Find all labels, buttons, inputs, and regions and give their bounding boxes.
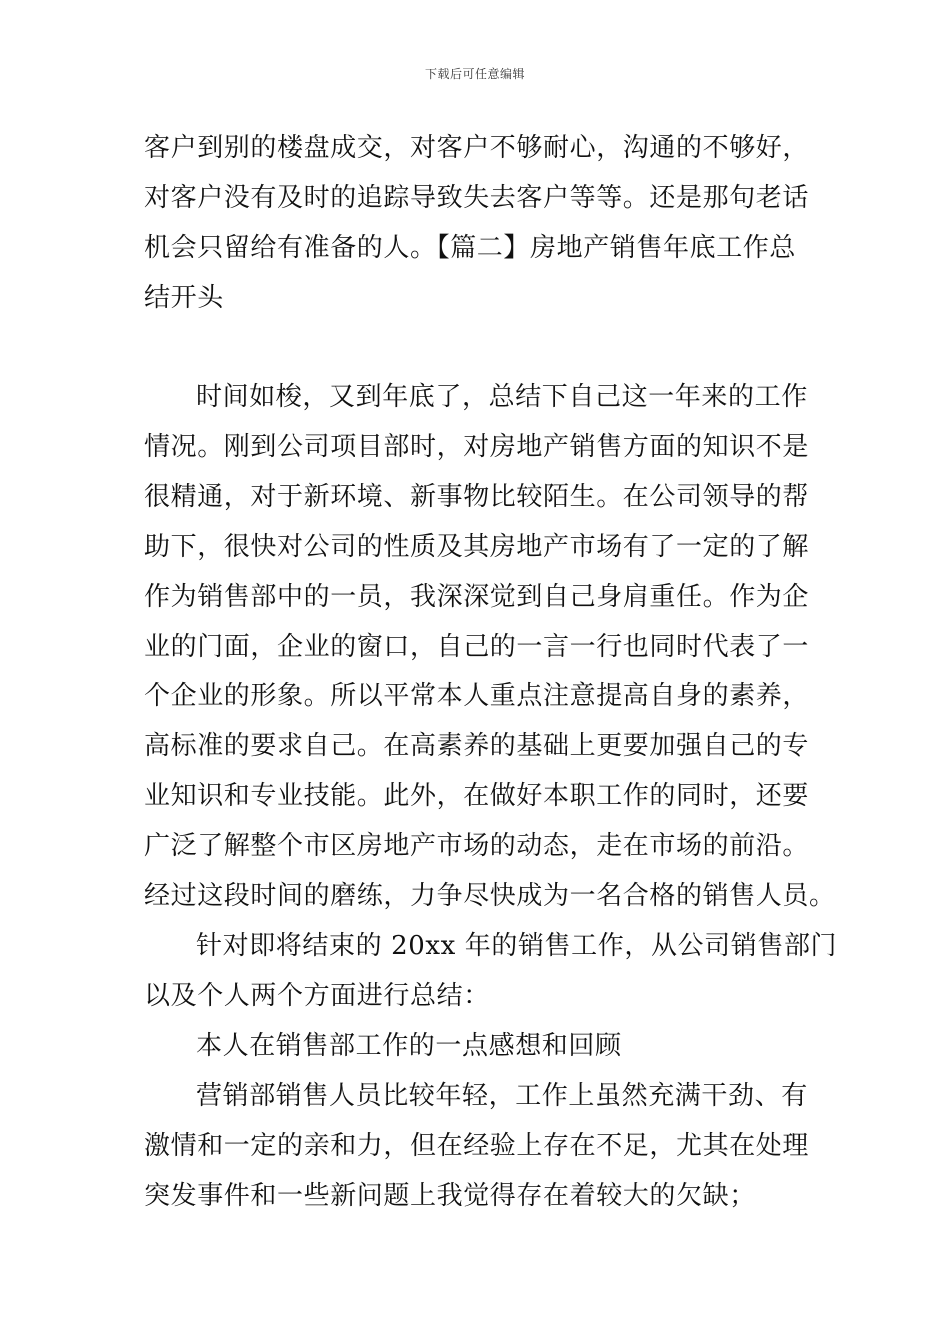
text-line: 机会只留给有准备的人。【篇二】房地产销售年底工作总 bbox=[144, 233, 797, 263]
text-line: 高标准的要求自己。在高素养的基础上更要加强自己的专 bbox=[144, 731, 810, 761]
text-line: 以及个人两个方面进行总结： bbox=[144, 981, 490, 1011]
paragraph-start-line: 针对即将结束的 20xx 年的销售工作，从公司销售部门 bbox=[196, 931, 838, 961]
section-heading: 本人在销售部工作的一点感想和回顾 bbox=[196, 1031, 622, 1061]
paragraph-start-line: 营销部销售人员比较年轻，工作上虽然充满干劲、有 bbox=[196, 1081, 808, 1111]
text-line: 对客户没有及时的追踪导致失去客户等等。还是那句老话 bbox=[144, 183, 810, 213]
page-header: 下载后可任意编辑 bbox=[424, 67, 525, 81]
text-line: 结开头 bbox=[144, 283, 224, 313]
text-line: 业知识和专业技能。此外，在做好本职工作的同时，还要 bbox=[144, 781, 810, 811]
text-line: 助下，很快对公司的性质及其房地产市场有了一定的了解 bbox=[144, 532, 810, 562]
text-line: 激情和一定的亲和力，但在经验上存在不足，尤其在处理 bbox=[144, 1131, 810, 1161]
paragraph-start-line: 时间如梭，又到年底了，总结下自己这一年来的工作 bbox=[196, 382, 808, 412]
text-line: 广泛了解整个市区房地产市场的动态，走在市场的前沿。 bbox=[144, 831, 810, 861]
text-line: 很精通，对于新环境、新事物比较陌生。在公司领导的帮 bbox=[144, 482, 810, 512]
text-line: 突发事件和一些新问题上我觉得存在着较大的欠缺； bbox=[144, 1181, 756, 1211]
text-line: 业的门面，企业的窗口，自己的一言一行也同时代表了一 bbox=[144, 632, 810, 662]
text-line: 客户到别的楼盘成交，对客户不够耐心，沟通的不够好， bbox=[144, 133, 810, 163]
text-line: 经过这段时间的磨练，力争尽快成为一名合格的销售人员。 bbox=[144, 881, 836, 911]
text-line: 情况。刚到公司项目部时，对房地产销售方面的知识不是 bbox=[144, 432, 810, 462]
text-line: 个企业的形象。所以平常本人重点注意提高自身的素养， bbox=[144, 681, 810, 711]
text-line: 作为销售部中的一员，我深深觉到自己身肩重任。作为企 bbox=[144, 582, 810, 612]
